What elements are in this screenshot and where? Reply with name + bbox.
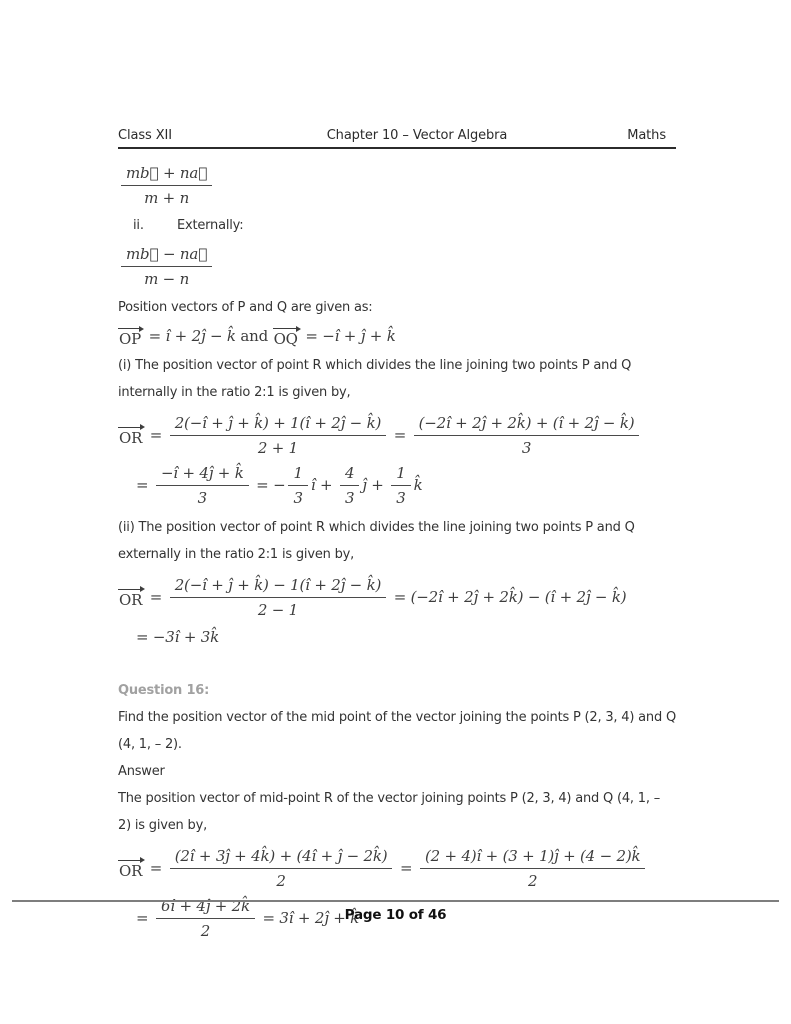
math-text: = î + 2ĵ − k̂ <box>144 327 241 345</box>
vector-overline-symbol: OQ <box>273 326 301 347</box>
vector-overline-symbol: OR <box>118 587 145 608</box>
equation-or-external-step1 <box>118 574 718 620</box>
paragraph-case-ii <box>118 514 718 568</box>
page-footer <box>12 900 779 923</box>
math-fraction: $\frac{mb⃗ - na⃗}{m - n}$ <box>121 243 212 289</box>
paragraph-line: (ii) The position vector of point R which divides the line joining two points P and Q <box>118 520 635 535</box>
equation-midpoint-step1 <box>118 845 718 891</box>
math-fraction: $\frac{2(-î + ĵ + k̂) - 1(î + 2ĵ - k̂)}{2 - 1}$ <box>170 574 386 620</box>
math-text: k̂ <box>413 475 423 494</box>
math-text: î + <box>310 475 337 494</box>
question-16-heading: Question 16: <box>118 683 210 698</box>
equation-or-internal-step1 <box>118 412 718 458</box>
header-subject-label: Maths <box>627 128 666 143</box>
vector-overline-symbol: OP <box>118 326 144 347</box>
list-item-externally <box>133 212 718 239</box>
math-fraction: $\frac{-î + 4ĵ + k̂}{3}$ <box>156 462 249 508</box>
paragraph-case-i <box>118 352 718 406</box>
page-content <box>118 158 718 945</box>
list-marker: ii. <box>133 218 144 233</box>
paragraph-line: internally in the ratio 2:1 is given by, <box>118 385 351 400</box>
math-fraction: $\frac{(-2î + 2ĵ + 2k̂) + (î + 2ĵ - k̂)}{3}$ <box>414 412 640 458</box>
equation-op-oq <box>118 323 718 350</box>
equation-external-division-formula <box>118 243 718 289</box>
math-fraction: $\frac{4}{3}$ <box>340 462 359 508</box>
math-text: = 3î + 2ĵ + k̂ <box>257 908 360 927</box>
paragraph-position-vectors-given: Position vectors of P and Q are given as: <box>118 300 373 315</box>
list-label: Externally: <box>176 218 244 233</box>
answer-text <box>118 785 718 839</box>
equation-or-internal-step2 <box>136 462 718 508</box>
equation-or-external-step2 <box>136 624 718 651</box>
math-fraction: $\frac{1}{3}$ <box>391 462 410 508</box>
answer-label: Answer <box>118 764 165 779</box>
page-number-label: Page 10 of 46 <box>344 907 447 923</box>
question-16-text <box>118 704 718 758</box>
math-text: = <box>389 425 411 444</box>
math-text: = <box>395 858 417 877</box>
header-chapter-title: Chapter 10 – Vector Algebra <box>326 128 508 143</box>
math-text: = <box>136 475 153 494</box>
vector-overline-symbol: OR <box>118 425 145 446</box>
math-text: = −3î + 3k̂ <box>136 628 219 646</box>
math-text: = <box>136 908 153 927</box>
math-fraction: $\frac{(2 + 4)î + (3 + 1)ĵ + (4 - 2)k̂}{2}$ <box>420 845 645 891</box>
math-text: ĵ + <box>362 475 389 494</box>
page-header <box>118 128 676 149</box>
equation-internal-division-formula <box>118 162 718 208</box>
vector-overline-symbol: OR <box>118 858 145 879</box>
math-text: = <box>145 858 167 877</box>
paragraph-line: Find the position vector of the mid point of the vector joining the points P (2, 3, 4) and Q <box>118 710 676 725</box>
math-fraction: $\frac{6î + 4ĵ + 2k̂}{2}$ <box>156 895 255 941</box>
math-fraction: $\frac{1}{3}$ <box>288 462 307 508</box>
math-fraction: $\frac{mb⃗ + na⃗}{m + n}$ <box>121 162 212 208</box>
paragraph-line: (i) The position vector of point R which divides the line joining two points P and Q <box>118 358 632 373</box>
math-text: = − <box>251 475 286 494</box>
math-text: = (−2î + 2ĵ + 2k̂) − (î + 2ĵ − k̂) <box>389 587 627 606</box>
paragraph-line: externally in the ratio 2:1 is given by, <box>118 547 355 562</box>
paragraph-line: (4, 1, – 2). <box>118 737 182 752</box>
math-text: = <box>145 587 167 606</box>
math-fraction: $\frac{2(-î + ĵ + k̂) + 1(î + 2ĵ - k̂)}{2 + 1}$ <box>170 412 386 458</box>
math-text: = <box>145 425 167 444</box>
math-fraction: $\frac{(2î + 3ĵ + 4k̂) + (4î + ĵ - 2k̂)}{2}$ <box>170 845 393 891</box>
paragraph-line: 2) is given by, <box>118 818 207 833</box>
math-text: and <box>240 327 273 345</box>
math-text: = −î + ĵ + k̂ <box>300 327 396 345</box>
paragraph-line: The position vector of mid-point R of the vector joining points P (2, 3, 4) and Q (4, 1, – <box>118 791 661 806</box>
header-class-label: Class XII <box>118 128 173 143</box>
